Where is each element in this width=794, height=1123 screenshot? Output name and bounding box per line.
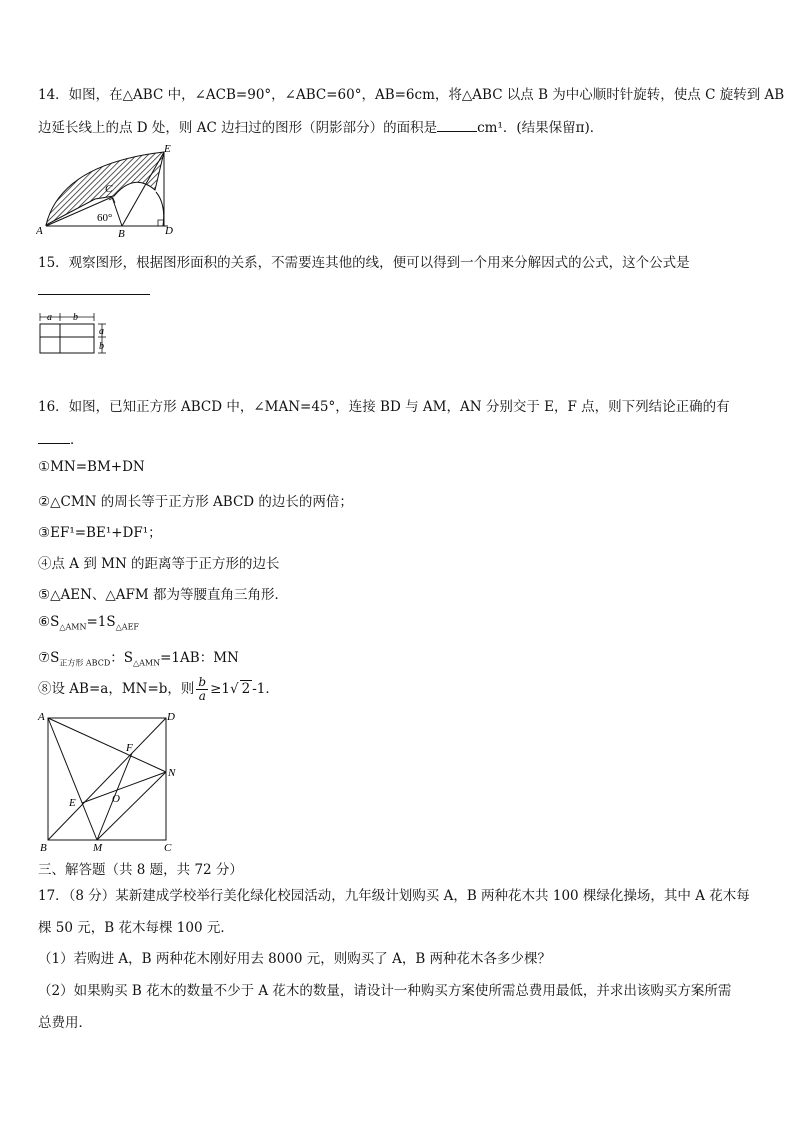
q14-figure bbox=[36, 142, 178, 238]
q16-item-8-fraction bbox=[196, 676, 208, 703]
q14-label-c: C bbox=[105, 183, 113, 195]
q15-line1: 15．观察图形，根据图形面积的关系，不需要连其他的线，便可以得到一个用来分解因式的公式，这个公式是 bbox=[38, 255, 690, 271]
q15-label-b-top: b bbox=[73, 312, 78, 323]
q14-answer-blank bbox=[437, 118, 477, 133]
q14-label-b: B bbox=[118, 228, 125, 238]
q17-part-2-line1: （2）如果购买 B 花木的数量不少于 A 花木的数量，请设计一种购买方案使所需总费用最低，并求出该购买方案所需 bbox=[38, 983, 732, 999]
q16-label-m: M bbox=[93, 842, 103, 854]
q16-item-8-pre: ⑧设 AB=a，MN=b，则 bbox=[38, 681, 195, 697]
q16-item-7-sub2: △AMN bbox=[133, 658, 161, 668]
q14-line2-unit: cm¹．(结果保留π)． bbox=[477, 120, 604, 136]
q14-arc-cd bbox=[156, 192, 164, 226]
q15-square bbox=[40, 324, 94, 353]
q16-segment-mn bbox=[97, 772, 166, 840]
q16-line2-period: ． bbox=[70, 432, 84, 448]
q16-label-o: O bbox=[112, 793, 120, 805]
q16-segment-an bbox=[48, 718, 166, 772]
q16-figure bbox=[36, 708, 186, 856]
q15-label-a-side: a bbox=[99, 326, 104, 337]
q16-answer-blank bbox=[38, 430, 70, 445]
q16-item-2: ②△CMN 的周长等于正方形 ABCD 的边长的两倍； bbox=[38, 494, 353, 510]
q16-item-8-numerator: b bbox=[198, 675, 207, 689]
q16-item-8-post: -1． bbox=[252, 681, 279, 697]
q15-label-a-top: a bbox=[47, 312, 52, 323]
q14-segment-bc bbox=[112, 197, 122, 226]
q17-part-2-line2: 总费用． bbox=[38, 1015, 92, 1031]
q15-answer-blank bbox=[38, 294, 150, 295]
q16-item-8-denominator: a bbox=[198, 689, 206, 703]
q16-label-a: A bbox=[38, 711, 45, 723]
q16-line2 bbox=[38, 428, 84, 448]
q16-item-7-post: =1AB：MN bbox=[160, 650, 239, 666]
q16-item-5: ⑤△AEN、△AFM 都为等腰直角三角形． bbox=[38, 587, 289, 603]
q16-label-b: B bbox=[40, 842, 47, 854]
q16-label-d: D bbox=[167, 711, 175, 723]
q16-item-8 bbox=[38, 676, 279, 703]
q16-item-6-mid: =1S bbox=[86, 614, 116, 630]
q16-item-6 bbox=[38, 614, 139, 632]
q16-segment-en bbox=[82, 772, 166, 803]
q16-item-6-pre: ⑥S bbox=[38, 614, 60, 630]
q16-item-8-radical-sign: √ bbox=[230, 681, 239, 697]
q16-item-6-sub2: △AEF bbox=[115, 622, 139, 632]
q15-label-b-side: b bbox=[99, 341, 104, 352]
q14-label-angle: 60° bbox=[97, 212, 113, 224]
q16-label-n: N bbox=[168, 767, 176, 779]
q17-part-1: （1）若购进 A，B 两种花木刚好用去 8000 元，则购买了 A，B 两种花木各多少棵？ bbox=[38, 951, 552, 967]
q16-item-6-sub1: △AMN bbox=[59, 622, 87, 632]
q16-item-7-mid: ：S bbox=[110, 650, 133, 666]
q16-item-8-radicand: 2 bbox=[241, 681, 251, 697]
q14-line2-text: 边延长线上的点 D 处，则 AC 边扫过的图形（阴影部分）的面积是 bbox=[38, 120, 438, 136]
q17-line2: 棵 50 元，B 花木每棵 100 元． bbox=[38, 920, 234, 936]
q16-item-7 bbox=[38, 646, 239, 669]
q16-segment-am bbox=[48, 718, 97, 840]
q14-line2 bbox=[38, 116, 603, 136]
q14-label-e: E bbox=[164, 143, 171, 155]
q15-figure bbox=[36, 307, 116, 355]
section-3-title: 三、解答题（共 8 题，共 72 分） bbox=[38, 862, 243, 878]
q16-item-7-pre: ⑦S bbox=[38, 650, 60, 666]
q16-label-c: C bbox=[164, 842, 172, 854]
q16-label-e: E bbox=[69, 797, 76, 809]
q16-item-3: ③EF¹=BE¹+DF¹； bbox=[38, 525, 162, 541]
q16-item-7-sub1: 正方形 ABCD bbox=[59, 658, 111, 668]
q14-label-d: D bbox=[165, 225, 173, 237]
q16-item-4: ④点 A 到 MN 的距离等于正方形的边长 bbox=[38, 556, 280, 572]
q14-label-a: A bbox=[36, 225, 43, 237]
q14-line1: 14．如图，在△ABC 中，∠ACB=90°，∠ABC=60°，AB=6cm，将△ABC 以点 B 为中心顺时针旋转，使点 C 旋转到 AB bbox=[38, 87, 785, 103]
q16-item-8-mid: ≥1 bbox=[210, 681, 231, 697]
q17-line1: 17．（8 分）某新建成学校举行美化绿化校园活动，九年级计划购买 A，B 两种花木共 100 棵绿化操场，其中 A 花木每 bbox=[38, 888, 750, 904]
q16-label-f: F bbox=[126, 742, 133, 754]
q16-line1: 16．如图，已知正方形 ABCD 中，∠MAN=45°，连接 BD 与 AM，AN 分别交于 E，F 点，则下列结论正确的有 bbox=[38, 399, 730, 415]
q16-item-1: ①MN=BM+DN bbox=[38, 459, 145, 475]
